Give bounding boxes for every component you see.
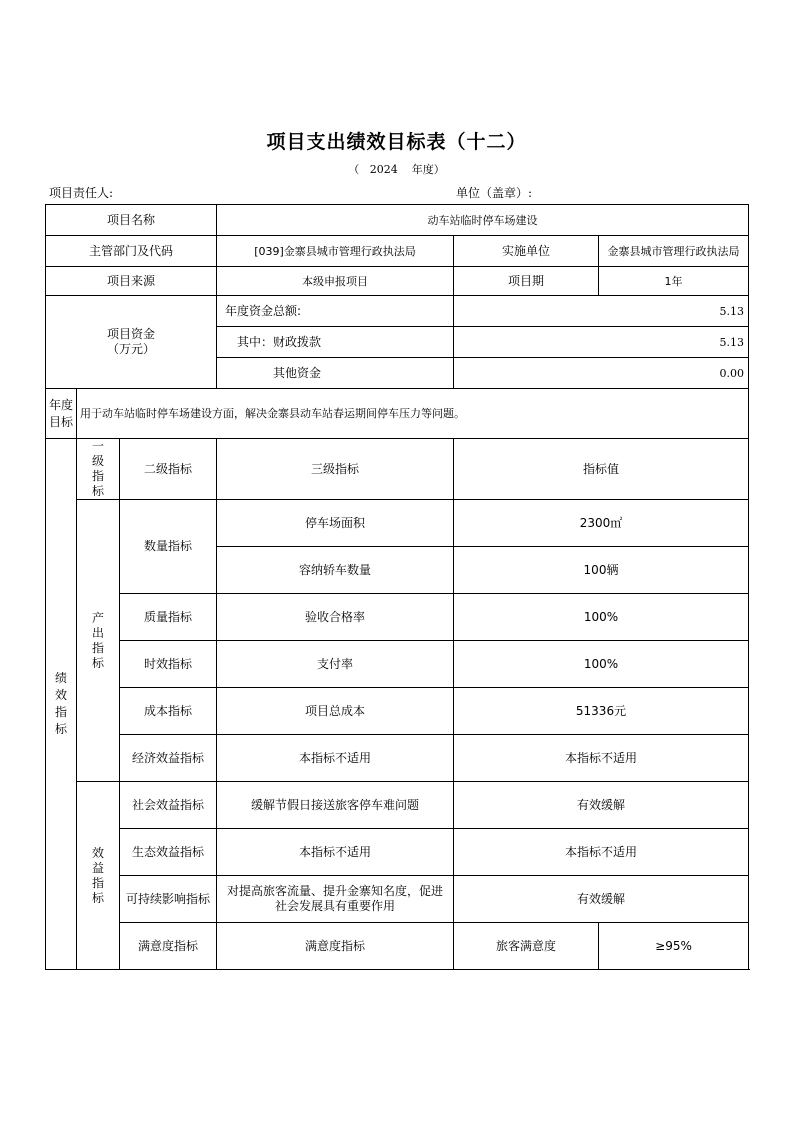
unit-label: 单位（盖章）: [456, 186, 533, 200]
output-indicator-label: 产出指标 [77, 500, 120, 782]
project-name-value: 动车站临时停车场建设 [217, 205, 749, 236]
period-label: 项目期 [454, 267, 599, 296]
dept-value: [039]金寨县城市管理行政执法局 [217, 236, 454, 267]
period-value: 1年 [599, 267, 749, 296]
level3-cell: 本指标不适用 [217, 829, 454, 876]
level2-cell: 时效指标 [120, 641, 217, 688]
table-row [46, 876, 749, 923]
benefit-indicator-label: 效益指标 [77, 782, 120, 970]
goal-text: 用于动车站临时停车场建设方面，解决金寨县动车站春运期间停车压力等问题。 [77, 389, 749, 439]
year-label: 年度） [411, 163, 445, 176]
dept-label: 主管部门及代码 [46, 236, 217, 267]
header-value: 指标值 [454, 439, 749, 500]
value-cell: 有效缓解 [454, 876, 749, 923]
perf-label-char: 指 [54, 705, 67, 719]
total-label: 年度资金总额: [217, 296, 454, 327]
value-cell: 100辆 [454, 547, 749, 594]
perf-label-char: 绩 [54, 671, 67, 685]
table-row [46, 500, 749, 547]
level2-cell: 生态效益指标 [120, 829, 217, 876]
other-label: 其他资金 [217, 358, 454, 389]
page-title: 项目支出绩效目标表（十二） [266, 131, 527, 153]
value-cell: 100% [454, 641, 749, 688]
level3-cell: 容纳轿车数量 [217, 547, 454, 594]
level3-cell: 旅客满意度 [454, 923, 599, 970]
value-cell: 2300㎡ [454, 500, 749, 547]
funds-label [46, 296, 217, 389]
satisfaction-indicator-label: 满意度指标 [120, 923, 217, 970]
table-row [46, 641, 749, 688]
impl-value: 金寨县城市管理行政执法局 [599, 236, 749, 267]
header-level2: 二级指标 [120, 439, 217, 500]
source-value: 本级申报项目 [217, 267, 454, 296]
year-line [0, 161, 793, 177]
value-cell: 100% [454, 594, 749, 641]
level3-cell: 项目总成本 [217, 688, 454, 735]
row-project-name [46, 205, 749, 236]
table-row [46, 594, 749, 641]
value-cell: 有效缓解 [454, 782, 749, 829]
level3-cell: 停车场面积 [217, 500, 454, 547]
table-row [46, 829, 749, 876]
level2-cell: 经济效益指标 [120, 735, 217, 782]
level2-cell: 满意度指标 [217, 923, 454, 970]
project-name-label: 项目名称 [46, 205, 217, 236]
row-goal [46, 389, 749, 439]
header-level3: 三级指标 [217, 439, 454, 500]
row-source [46, 267, 749, 296]
row-funds-total [46, 296, 749, 327]
responsible-label: 项目责任人: [49, 186, 114, 200]
level3-cell: 对提高旅客流量、提升金寨知名度，促进社会发展具有重要作用 [217, 876, 454, 923]
value-cell: 本指标不适用 [454, 829, 749, 876]
level2-cell: 社会效益指标 [120, 782, 217, 829]
goal-label [46, 389, 77, 439]
table-row [46, 782, 749, 829]
fiscal-label: 其中：财政拨款 [217, 327, 454, 358]
header-level1: 一级指标 [77, 439, 120, 500]
funds-label-line1: 项目资金 [106, 327, 155, 341]
value-cell: 51336元 [454, 688, 749, 735]
fiscal-value: 5.13 [454, 327, 749, 358]
other-value: 0.00 [454, 358, 749, 389]
row-dept [46, 236, 749, 267]
level2-cell: 可持续影响指标 [120, 876, 217, 923]
value-cell: 本指标不适用 [454, 735, 749, 782]
goal-label-line2: 目标 [48, 414, 73, 429]
indicator-header-row [46, 439, 749, 500]
perf-label-char: 标 [54, 722, 67, 736]
level3-cell: 缓解节假日接送旅客停车难问题 [217, 782, 454, 829]
level2-cell: 质量指标 [120, 594, 217, 641]
performance-table [45, 204, 749, 970]
goal-label-line1: 年度 [48, 397, 73, 412]
level3-cell: 本指标不适用 [217, 735, 454, 782]
impl-label: 实施单位 [454, 236, 599, 267]
table-row [46, 923, 749, 970]
perf-indicator-label [46, 439, 77, 970]
funds-label-line2: （万元） [106, 342, 155, 356]
level3-cell: 验收合格率 [217, 594, 454, 641]
level3-cell: 支付率 [217, 641, 454, 688]
perf-label-char: 效 [54, 688, 67, 702]
table-row [46, 735, 749, 782]
table-row [46, 688, 749, 735]
year-value: 2024 [369, 163, 398, 176]
level2-cell: 数量指标 [120, 500, 217, 594]
source-label: 项目来源 [46, 267, 217, 296]
total-value: 5.13 [454, 296, 749, 327]
year-open: （ [348, 163, 360, 176]
level2-cell: 成本指标 [120, 688, 217, 735]
value-cell: ≥95% [599, 923, 749, 970]
